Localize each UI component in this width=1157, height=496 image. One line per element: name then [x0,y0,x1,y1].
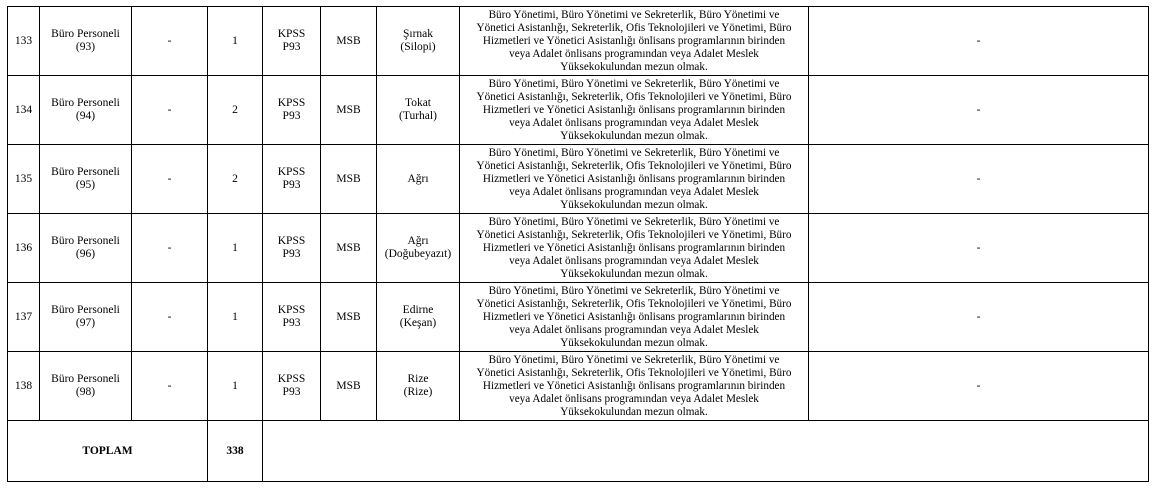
requirement-line: veya Adalet önlisans programından veya Adalet Meslek [509,116,759,129]
requirement-line: Yönetici Asistanlığı, Sekreterlik, Ofis Teknolojileri ve Yönetimi, Büro [476,159,792,172]
position-count: 1 [208,214,263,283]
total-row [8,421,1149,482]
note-cell: - [809,283,1149,352]
score-type: P93 [282,179,301,191]
table-row [8,283,1149,352]
requirement-line: veya Adalet önlisans programından veya Adalet Meslek [509,254,759,267]
requirement-line: Yönetici Asistanlığı, Sekreterlik, Ofis Teknolojileri ve Yönetimi, Büro [476,228,792,241]
location-cell [377,214,460,283]
note-cell: - [809,214,1149,283]
institution-cell: MSB [321,76,377,145]
location-cell [377,352,460,421]
positions-table [7,6,1149,482]
total-value: 338 [208,421,263,482]
requirement-line: Yönetici Asistanlığı, Sekreterlik, Ofis Teknolojileri ve Yönetimi, Büro [476,21,792,34]
position-code: (95) [75,179,96,191]
institution-cell: MSB [321,214,377,283]
exam-type: KPSS [277,373,306,385]
position-title-cell [40,145,132,214]
position-code: (98) [75,386,96,398]
position-code: (97) [75,317,96,329]
location-province: Ağrı [407,172,429,185]
position-count: 2 [208,145,263,214]
exam-type: KPSS [277,235,306,247]
requirement-line: Büro Yönetimi, Büro Yönetimi ve Sekreterlik, Büro Yönetimi ve [488,146,780,159]
exam-type-cell [263,283,321,352]
note-cell: - [809,145,1149,214]
row-number: 135 [8,145,40,214]
requirement-cell [460,7,809,76]
exam-type-cell [263,214,321,283]
location-province: Ağrı [407,235,429,247]
exam-type: KPSS [277,304,306,316]
requirement-line: Hizmetleri ve Yönetici Asistanlığı önlisans programlarının birinden [482,310,786,323]
location-cell [377,76,460,145]
row-number: 133 [8,7,40,76]
requirement-line: veya Adalet önlisans programından veya Adalet Meslek [509,185,759,198]
requirement-cell [460,145,809,214]
row-number: 136 [8,214,40,283]
position-count: 2 [208,76,263,145]
exam-type: KPSS [277,166,306,178]
note-cell: - [809,352,1149,421]
location-cell [377,145,460,214]
requirement-line: Yüksekokulundan mezun olmak. [560,336,708,349]
table-row [8,7,1149,76]
requirement-line: veya Adalet önlisans programından veya Adalet Meslek [509,47,759,60]
table-row [8,145,1149,214]
position-title-cell [40,7,132,76]
requirement-line: veya Adalet önlisans programından veya Adalet Meslek [509,323,759,336]
requirement-line: Yüksekokulundan mezun olmak. [560,60,708,73]
requirement-line: Yüksekokulundan mezun olmak. [560,129,708,142]
position-title: Büro Personeli [51,235,120,247]
total-empty-cell [263,421,1149,482]
location-province: Tokat [404,97,432,109]
position-title-cell [40,214,132,283]
score-type: P93 [282,110,301,122]
position-count: 1 [208,283,263,352]
score-type: P93 [282,248,301,260]
score-type: P93 [282,386,301,398]
row-number: 134 [8,76,40,145]
position-count: 1 [208,352,263,421]
position-code: (93) [75,41,96,53]
position-title: Büro Personeli [51,166,120,178]
requirement-line: Büro Yönetimi, Büro Yönetimi ve Sekreterlik, Büro Yönetimi ve [488,284,780,297]
requirement-line: veya Adalet önlisans programından veya Adalet Meslek [509,392,759,405]
institution-cell: MSB [321,145,377,214]
requirement-line: Yönetici Asistanlığı, Sekreterlik, Ofis Teknolojileri ve Yönetimi, Büro [476,366,792,379]
exam-type-cell [263,76,321,145]
requirement-line: Yüksekokulundan mezun olmak. [560,267,708,280]
institution-cell: MSB [321,7,377,76]
requirement-cell [460,283,809,352]
requirement-line: Hizmetleri ve Yönetici Asistanlığı önlisans programlarının birinden [482,103,786,116]
table-row [8,352,1149,421]
requirement-cell [460,214,809,283]
position-title: Büro Personeli [51,97,120,109]
location-province: Edirne [402,304,434,316]
dash-cell: - [132,352,208,421]
institution-cell: MSB [321,283,377,352]
requirement-line: Yüksekokulundan mezun olmak. [560,405,708,418]
requirement-line: Hizmetleri ve Yönetici Asistanlığı önlisans programlarının birinden [482,379,786,392]
location-cell [377,283,460,352]
requirement-line: Yönetici Asistanlığı, Sekreterlik, Ofis Teknolojileri ve Yönetimi, Büro [476,297,792,310]
total-label: TOPLAM [8,421,208,482]
location-province: Rize [407,373,429,385]
table-row [8,214,1149,283]
requirement-line: Yönetici Asistanlığı, Sekreterlik, Ofis Teknolojileri ve Yönetimi, Büro [476,90,792,103]
score-type: P93 [282,317,301,329]
requirement-line: Hizmetleri ve Yönetici Asistanlığı önlisans programlarının birinden [482,172,786,185]
requirement-line: Büro Yönetimi, Büro Yönetimi ve Sekreterlik, Büro Yönetimi ve [488,215,780,228]
row-number: 138 [8,352,40,421]
row-number: 137 [8,283,40,352]
position-title: Büro Personeli [51,28,120,40]
position-title-cell [40,352,132,421]
location-district: (Turhal) [399,110,437,122]
position-count: 1 [208,7,263,76]
note-cell: - [809,7,1149,76]
location-district: (Keşan) [399,317,437,329]
exam-type-cell [263,145,321,214]
dash-cell: - [132,145,208,214]
position-title: Büro Personeli [51,304,120,316]
requirement-cell [460,352,809,421]
position-title-cell [40,76,132,145]
location-province: Şırnak [402,28,434,40]
table-row [8,76,1149,145]
location-cell [377,7,460,76]
score-type: P93 [282,41,301,53]
position-title-cell [40,283,132,352]
exam-type: KPSS [277,97,306,109]
note-cell: - [809,76,1149,145]
requirement-line: Büro Yönetimi, Büro Yönetimi ve Sekreterlik, Büro Yönetimi ve [488,8,780,21]
dash-cell: - [132,283,208,352]
requirement-line: Hizmetleri ve Yönetici Asistanlığı önlisans programlarının birinden [482,34,786,47]
table-body [8,7,1149,482]
requirement-line: Büro Yönetimi, Büro Yönetimi ve Sekreterlik, Büro Yönetimi ve [488,77,780,90]
requirement-cell [460,76,809,145]
dash-cell: - [132,214,208,283]
position-title: Büro Personeli [51,373,120,385]
position-code: (96) [75,248,96,260]
location-district: (Rize) [403,386,433,398]
requirement-line: Hizmetleri ve Yönetici Asistanlığı önlisans programlarının birinden [482,241,786,254]
exam-type-cell [263,352,321,421]
requirement-line: Yüksekokulundan mezun olmak. [560,198,708,211]
exam-type-cell [263,7,321,76]
dash-cell: - [132,7,208,76]
dash-cell: - [132,76,208,145]
exam-type: KPSS [277,28,306,40]
institution-cell: MSB [321,352,377,421]
location-district: (Silopi) [400,41,436,53]
requirement-line: Büro Yönetimi, Büro Yönetimi ve Sekreterlik, Büro Yönetimi ve [488,353,780,366]
position-code: (94) [75,110,96,122]
location-district: (Doğubeyazıt) [384,248,452,260]
